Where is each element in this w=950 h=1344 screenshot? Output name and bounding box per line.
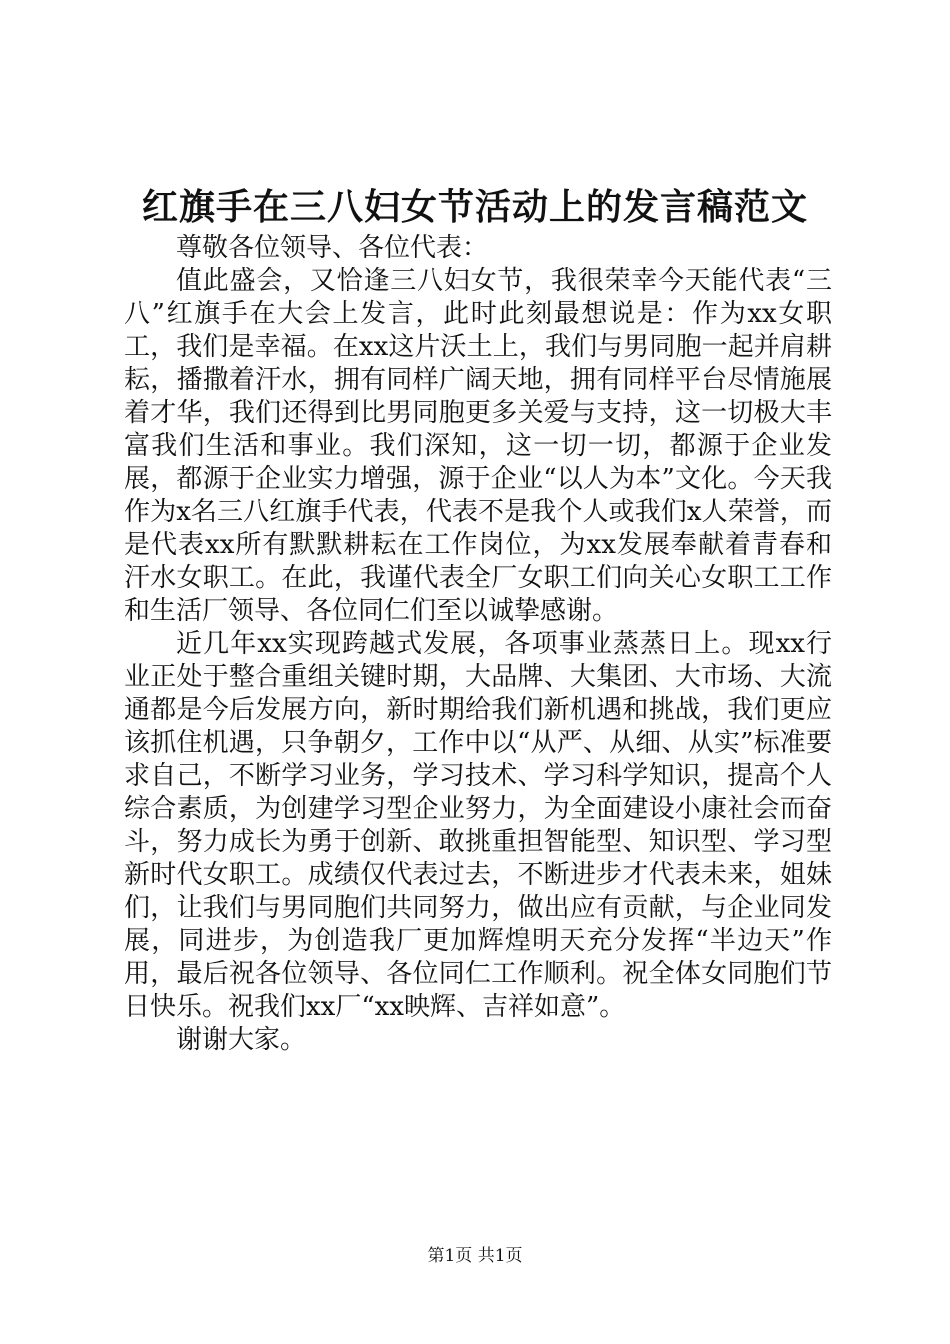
body-paragraph-1: 值此盛会，又恰逢三八妇女节，我很荣幸今天能代表“三八”红旗手在大会上发言，此时此刻最想说是：作为xx女职工，我们是幸福。在xx这片沃土上，我们与男同胞一起并肩耕耘，播撒着汗水，拥有同样广阔天地，拥有同样平台尽情施展着才华，我们还得到比男同胞更多关爱与支持，这一切极大丰富我们生活和事业。我们深知，这一切一切，都源于企业发展，都源于企业实力增强，源于企业“以人为本”文化。今天我作为x名三八红旗手代表，代表不是我个人或我们x人荣誉，而是代表xx所有默默耕耘在工作岗位，为xx发展奉献着青春和汗水女职工。在此，我谨代表全厂女职工们向关心女职工工作和生活厂领导、各位同仁们至以诚挚感谢。 — [124, 266, 832, 626]
closing-paragraph: 谢谢大家。 — [176, 1025, 307, 1055]
salutation-paragraph: 尊敬各位领导、各位代表： — [176, 233, 489, 263]
document-body — [124, 232, 832, 1057]
page-number-footer: 第1页 共1页 — [427, 1246, 523, 1266]
document-title: 红旗手在三八妇女节活动上的发言稿范文 — [141, 186, 808, 228]
body-paragraph-2: 近几年xx实现跨越式发展，各项事业蒸蒸日上。现xx行业正处于整合重组关键时期，大品牌、大集团、大市场、大流通都是今后发展方向，新时期给我们新机遇和挑战，我们更应该抓住机遇，只争朝夕，工作中以“从严、从细、从实”标准要求自己，不断学习业务，学习技术、学习科学知识，提高个人综合素质，为创建学习型企业努力，为全面建设小康社会而奋斗，努力成长为勇于创新、敢挑重担智能型、知识型、学习型新时代女职工。成绩仅代表过去，不断进步才代表未来，姐妹们，让我们与男同胞们共同努力，做出应有贡献，与企业同发展，同进步，为创造我厂更加辉煌明天充分发挥“半边天”作用，最后祝各位领导、各位同仁工作顺利。祝全体女同胞们节日快乐。祝我们xx厂“xx映辉、吉祥如意”。 — [124, 629, 832, 1022]
